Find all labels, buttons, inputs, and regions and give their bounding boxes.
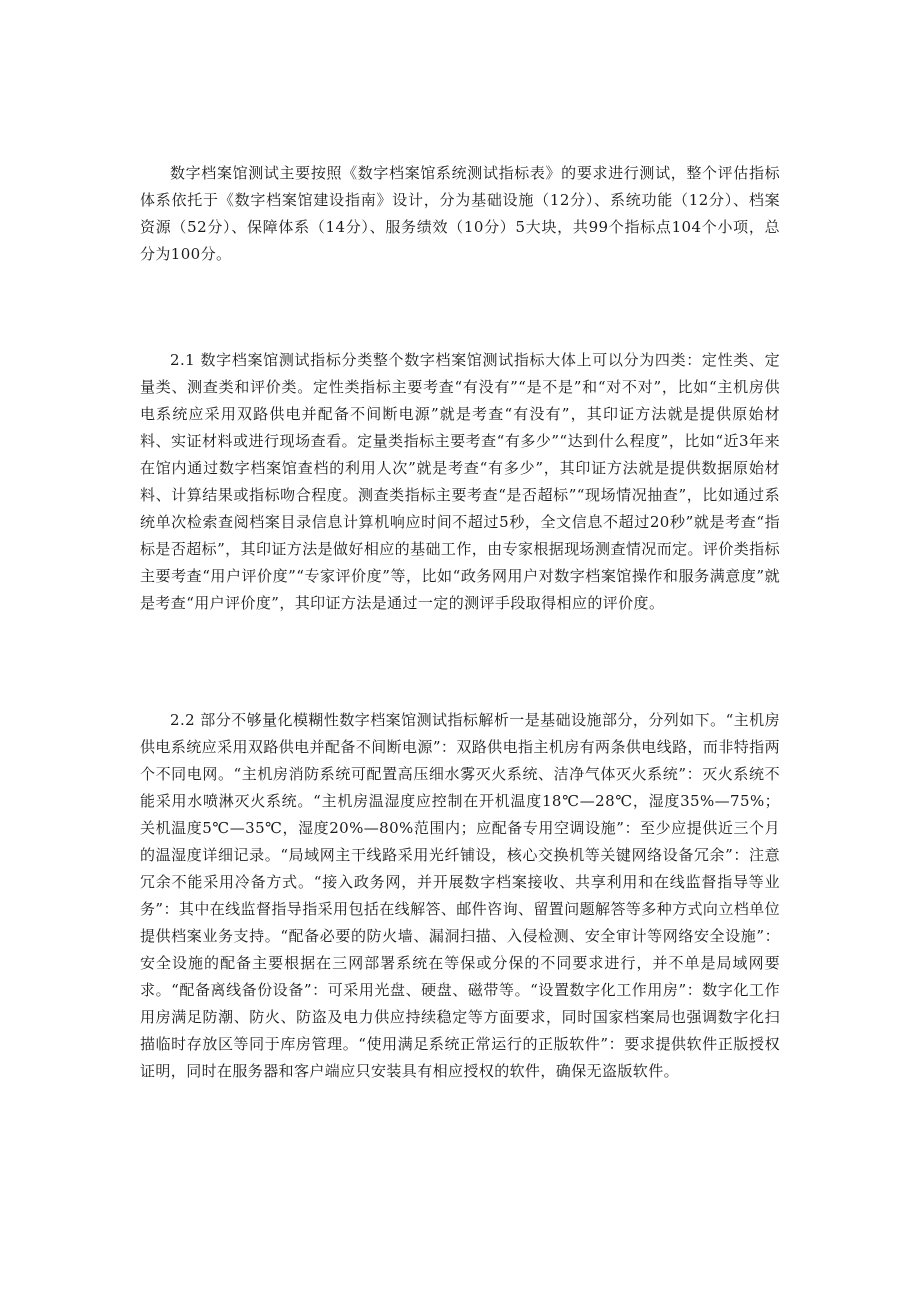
paragraph-section-2-1: 2.1 数字档案馆测试指标分类整个数字档案馆测试指标大体上可以分为四类：定性类、定量类、测查类和评价类。定性类指标主要考查“有没有”“是不是”和“对不对”，比如“主机房供电系统应采用双路供电并配备不间断电源”就是考查“有没有”，其印证方法就是提供原始材料、实证材料或进行现场查看。定量类指标主要考查“有多少”“达到什么程度”，比如“近3年来在馆内通过数字档案馆查档的利用人次”就是考查“有多少”，其印证方法就是提供数据原始材料、计算结果或指标吻合程度。测查类指标主要考查“是否超标”“现场情况抽查”，比如通过系统单次检索查阅档案目录信息计算机响应时间不超过5秒，全文信息不超过20秒”就是考查“指标是否超标”，其印证方法是做好相应的基础工作，由专家根据现场测查情况而定。评价类指标主要考查“用户评价度”“专家评价度”等，比如“政务网用户对数字档案馆操作和服务满意度”就是考查“用户评价度”，其印证方法是通过一定的测评手段取得相应的评价度。 xyxy=(140,351,780,612)
paragraph-intro: 数字档案馆测试主要按照《数字档案馆系统测试指标表》的要求进行测试，整个评估指标体系依托于《数字档案馆建设指南》设计，分为基础设施（12分）、系统功能（12分）、档案资源（52分）、保障体系（14分）、服务绩效（10分）5大块，共99个指标点104个小项，总分为100分。 xyxy=(140,164,780,263)
paragraph-section-2-2: 2.2 部分不够量化模糊性数字档案馆测试指标解析一是基础设施部分，分列如下。“主机房供电系统应采用双路供电并配备不间断电源”：双路供电指主机房有两条供电线路，而非特指两个不同电网。“主机房消防系统可配置高压细水雾灭火系统、洁净气体灭火系统”：灭火系统不能采用水喷淋灭火系统。“主机房温湿度应控制在开机温度18℃—28℃，湿度35%—75%；关机温度5℃—35℃，湿度20%—80%范围内；应配备专用空调设施”：至少应提供近三个月的温湿度详细记录。“局域网主干线路采用光纤铺设，核心交换机等关键网络设备冗余”：注意冗余不能采用冷备方式。“接入政务网，并开展数字档案接收、共享利用和在线监督指导等业务”：其中在线监督指导指采用包括在线解答、邮件咨询、留置问题解答等多种方式向立档单位提供档案业务支持。“配备必要的防火墙、漏洞扫描、入侵检测、安全审计等网络安全设施”：安全设施的配备主要根据在三网部署系统在等保或分保的不同要求进行，并不单是局域网要求。“配备离线备份设备”：可采用光盘、硬盘、磁带等。“设置数字化工作用房”：数字化工作用房满足防潮、防火、防盗及电力供应持续稳定等方面要求，同时国家档案局也强调数字化扫描临时存放区等同于库房管理。“使用满足系统正常运行的正版软件”：要求提供软件正版授权证明，同时在服务器和客户端应只安装具有相应授权的软件，确保无盗版软件。 xyxy=(140,711,780,1080)
